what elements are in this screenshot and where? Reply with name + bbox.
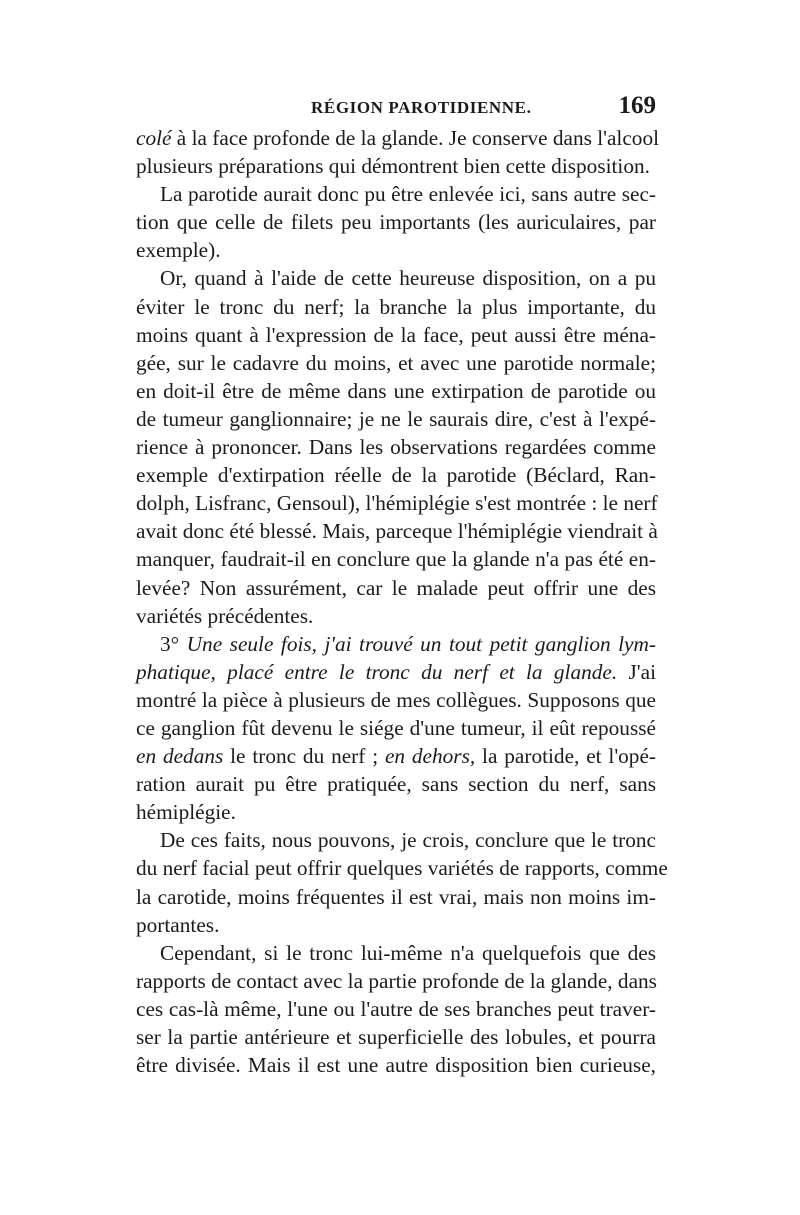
text-segment: ce ganglion fût devenu le siége d'une tumeur, il eût repoussé <box>136 715 656 740</box>
text-line <box>136 939 656 967</box>
text-line <box>136 489 656 517</box>
text-segment: manquer, faudrait-il en conclure que la glande n'a pas été en- <box>136 547 656 572</box>
text-segment: du nerf facial peut offrir quelques variétés de rapports, comme <box>136 856 668 881</box>
text-line <box>136 321 656 349</box>
text-segment: La parotide aurait donc pu être enlevée ici, sans autre sec- <box>160 182 656 207</box>
text-segment: plusieurs préparations qui démontrent bien cette disposition. <box>136 154 650 179</box>
text-segment: rience à prononcer. Dans les observations regardées comme <box>136 435 656 460</box>
text-line <box>136 545 656 573</box>
italic-text: en dedans <box>136 744 224 769</box>
text-line <box>136 742 656 770</box>
text-segment: tion que celle de filets peu importants (les auriculaires, par <box>136 210 656 235</box>
text-line <box>136 208 656 236</box>
text-line <box>136 377 656 405</box>
page-number: 169 <box>618 92 656 119</box>
paragraph <box>136 826 668 938</box>
text-segment: la parotide, et l'opé- <box>475 744 656 769</box>
text-segment: exemple). <box>136 238 221 263</box>
text-line <box>136 461 656 489</box>
text-line <box>136 349 656 377</box>
text-segment: montré la pièce à plusieurs de mes collègues. Supposons que <box>136 687 656 712</box>
text-segment: levée? Non assurément, car le malade peut offrir une des <box>136 575 656 600</box>
text-segment: Cependant, si le tronc lui-même n'a quelquefois que des <box>160 940 656 965</box>
text-line <box>136 911 656 939</box>
text-segment: J'ai <box>617 659 657 684</box>
italic-text: phatique, placé entre le tronc du nerf et la glande. <box>136 659 618 684</box>
text-line <box>136 826 656 854</box>
text-line <box>136 714 656 742</box>
text-segment: ser la partie antérieure et superficielle des lobules, et pourra <box>136 1025 656 1049</box>
text-line <box>136 995 656 1023</box>
text-line <box>136 405 656 433</box>
paragraph <box>136 630 656 827</box>
text-line <box>136 517 656 545</box>
text-segment: exemple d'extirpation réelle de la parotide (Béclard, Ran- <box>136 463 656 488</box>
paragraph <box>136 939 656 1079</box>
text-line <box>136 433 656 461</box>
paragraph <box>136 264 656 629</box>
text-segment: portantes. <box>136 912 220 937</box>
text-segment: en doit-il être de même dans une extirpation de parotide ou <box>136 378 656 403</box>
text-segment: variétés précédentes. <box>136 603 314 628</box>
text-segment: être divisée. Mais il est une autre disposition bien curieuse, <box>136 1053 656 1078</box>
text-segment: éviter le tronc du nerf; la branche la plus importante, du <box>136 294 656 319</box>
italic-text: Une seule fois, j'ai trouvé un tout petit ganglion lym- <box>186 631 656 656</box>
text-line <box>136 180 656 208</box>
text-line <box>136 883 656 911</box>
text-line <box>136 1023 656 1051</box>
text-line <box>136 770 656 798</box>
page-header <box>136 94 656 124</box>
text-segment: ration aurait pu être pratiquée, sans section du nerf, sans <box>136 772 656 797</box>
text-line <box>136 574 656 602</box>
text-line <box>136 798 656 826</box>
text-line <box>136 1051 656 1079</box>
text-segment: à la face profonde de la glande. Je conserve dans l'alcool <box>171 126 660 150</box>
text-segment: ces cas-là même, l'une ou l'autre de ses branches peut traver- <box>136 996 656 1021</box>
text-segment: rapports de contact avec la partie profonde de la glande, dans <box>136 968 657 993</box>
italic-text: en dehors, <box>384 744 476 769</box>
text-segment: avait donc été blessé. Mais, parceque l'hémiplégie viendrait à <box>136 519 658 544</box>
text-segment: la carotide, moins fréquentes il est vrai, mais non moins im- <box>136 884 656 909</box>
text-line <box>136 264 656 292</box>
text-segment: moins quant à l'expression de la face, peut aussi être ména- <box>136 322 656 347</box>
text-line <box>136 124 660 152</box>
text-segment: 3° <box>160 631 187 656</box>
italic-text: colé <box>136 126 172 150</box>
text-segment: hémiplégie. <box>136 800 236 825</box>
text-segment: Or, quand à l'aide de cette heureuse disposition, on a pu <box>160 266 656 291</box>
text-segment: le tronc du nerf ; <box>223 744 385 769</box>
text-line <box>136 630 656 658</box>
text-line <box>136 602 656 630</box>
body-text <box>136 124 668 1079</box>
text-line <box>136 658 656 686</box>
text-line <box>136 293 656 321</box>
text-line <box>136 854 668 882</box>
paragraph <box>136 180 656 264</box>
text-line <box>136 152 656 180</box>
text-segment: De ces faits, nous pouvons, je crois, conclure que le tronc <box>160 828 656 853</box>
text-segment: dolph, Lisfranc, Gensoul), l'hémiplégie s'est montrée : le nerf <box>136 491 658 516</box>
text-line <box>136 686 656 714</box>
text-segment: gée, sur le cadavre du moins, et avec une parotide normale; <box>136 350 656 375</box>
paragraph <box>136 124 660 180</box>
text-segment: de tumeur ganglionnaire; je ne le saurais dire, c'est à l'expé- <box>136 406 656 431</box>
running-head: RÉGION PAROTIDIENNE. <box>311 98 532 117</box>
text-line <box>136 236 656 264</box>
text-line <box>136 967 656 995</box>
